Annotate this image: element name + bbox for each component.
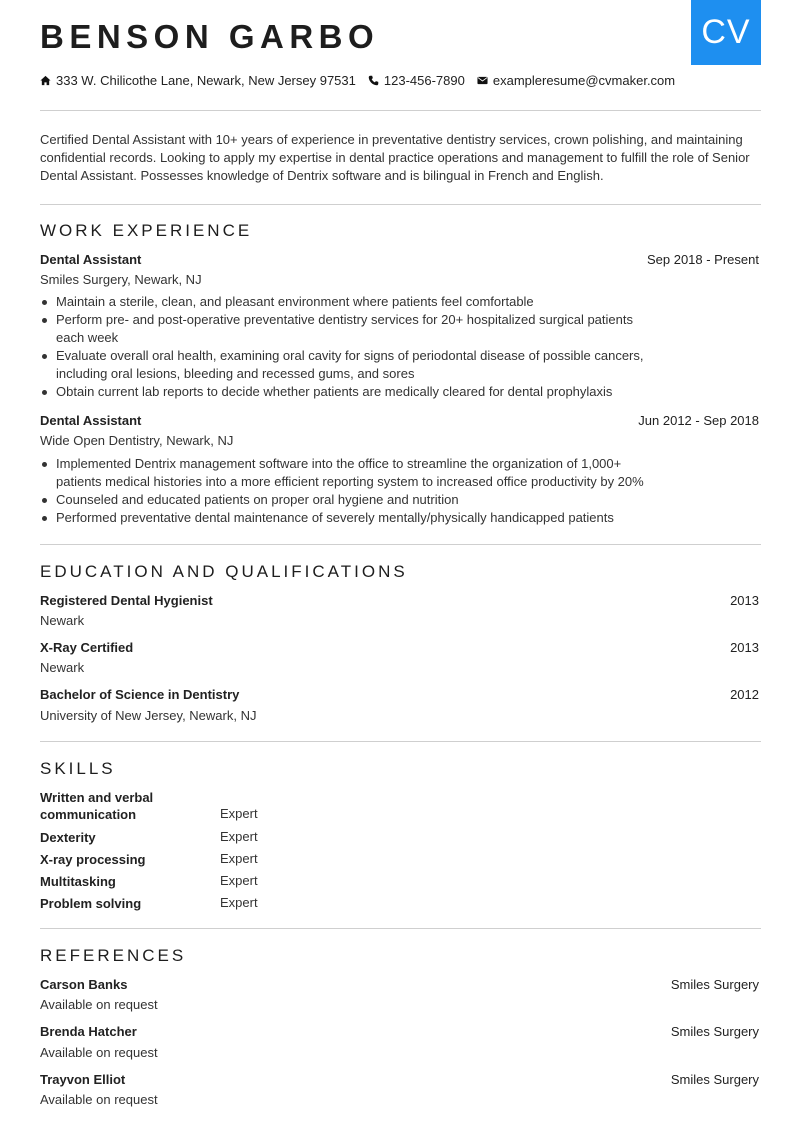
job-bullet: Performed preventative dental maintenance of severely mentally/physically handicapped patients xyxy=(40,509,660,527)
skill-name: Problem solving xyxy=(40,896,142,911)
phone-icon xyxy=(368,75,379,86)
contact-email xyxy=(477,73,675,88)
job-company: Smiles Surgery, Newark, NJ xyxy=(40,272,202,287)
job-bullet: Evaluate overall oral health, examining oral cavity for signs of periodontal disease of possible cancers, including oral lesions, bleeding and recessed gums, and sores xyxy=(40,347,660,383)
reference-name: Carson Banks xyxy=(40,977,128,992)
qualification-year: 2013 xyxy=(730,593,759,608)
cv-badge: CV xyxy=(691,0,761,65)
qualification-place: Newark xyxy=(40,660,85,675)
profile-summary: Certified Dental Assistant with 10+ years of experience in preventative dentistry services, crown polishing, and maintaining confidential records. Looking to apply my expertise in dental practice operations and management to fulfill the role of Senior Dental Assistant. Possesses knowledge of Dentrix software and is bilingual in French and English. xyxy=(40,132,750,183)
divider xyxy=(40,544,761,545)
job-bullet: Maintain a sterile, clean, and pleasant environment where patients feel comfortable xyxy=(40,293,660,311)
skill-level: Expert xyxy=(220,806,258,821)
reference-org: Smiles Surgery xyxy=(670,1072,759,1087)
job-company: Wide Open Dentistry, Newark, NJ xyxy=(40,433,234,448)
email-text: exampleresume@cvmaker.com xyxy=(492,73,676,88)
reference-note: Available on request xyxy=(40,1092,158,1107)
skill-level: Expert xyxy=(220,895,258,910)
qualification-name: X-Ray Certified xyxy=(40,640,134,655)
phone-text: 123-456-7890 xyxy=(383,73,465,88)
job-dates: Sep 2018 - Present xyxy=(646,252,759,267)
work-experience-heading: WORK EXPERIENCE xyxy=(40,221,253,240)
skill-level: Expert xyxy=(220,873,258,888)
qualification-name: Bachelor of Science in Dentistry xyxy=(40,687,240,702)
qualification-place: Newark xyxy=(40,613,85,628)
reference-name: Trayvon Elliot xyxy=(40,1072,126,1087)
job-title: Dental Assistant xyxy=(40,413,142,428)
references-heading: REFERENCES xyxy=(40,946,187,965)
job-bullet: Perform pre- and post-operative preventative dentistry services for 20+ hospitalized surgical patients each week xyxy=(40,311,660,347)
divider xyxy=(40,204,761,205)
education-heading: EDUCATION AND QUALIFICATIONS xyxy=(40,562,408,581)
reference-name: Brenda Hatcher xyxy=(40,1024,137,1039)
job-dates: Jun 2012 - Sep 2018 xyxy=(638,413,759,428)
job-title: Dental Assistant xyxy=(40,252,142,267)
qualification-place: University of New Jersey, Newark, NJ xyxy=(40,708,257,723)
reference-note: Available on request xyxy=(40,997,158,1012)
home-icon xyxy=(40,75,51,86)
qualification-year: 2012 xyxy=(730,687,759,702)
job-bullets xyxy=(40,455,660,527)
qualification-name: Registered Dental Hygienist xyxy=(40,593,213,608)
qualification-year: 2013 xyxy=(730,640,759,655)
divider xyxy=(40,741,761,742)
divider xyxy=(40,928,761,929)
job-bullets xyxy=(40,293,660,401)
divider xyxy=(40,110,761,111)
reference-org: Smiles Surgery xyxy=(670,977,759,992)
skill-name: X-ray processing xyxy=(40,852,146,867)
envelope-icon xyxy=(477,75,488,86)
skill-name: Multitasking xyxy=(40,874,116,889)
contact-phone xyxy=(368,73,465,88)
address-text: 333 W. Chilicothe Lane, Newark, New Jersey 97531 xyxy=(56,73,356,88)
reference-note: Available on request xyxy=(40,1045,158,1060)
skill-level: Expert xyxy=(220,829,258,844)
job-bullet: Counseled and educated patients on proper oral hygiene and nutrition xyxy=(40,491,660,509)
skill-level: Expert xyxy=(220,851,258,866)
skill-name: Dexterity xyxy=(40,830,96,845)
contact-address xyxy=(40,73,356,88)
job-bullet: Obtain current lab reports to decide whether patients are medically cleared for dental prophylaxis xyxy=(40,383,660,401)
skills-heading: SKILLS xyxy=(40,759,116,778)
contact-bar xyxy=(40,73,687,88)
candidate-name: BENSON GARBO xyxy=(40,18,380,55)
skill-name: Written and verbal communication xyxy=(40,790,154,822)
reference-org: Smiles Surgery xyxy=(670,1024,759,1039)
job-bullet: Implemented Dentrix management software into the office to streamline the organization of 1,000+ patients medical histories into a more efficient reporting system to increased office productivity by 20% xyxy=(40,455,660,491)
